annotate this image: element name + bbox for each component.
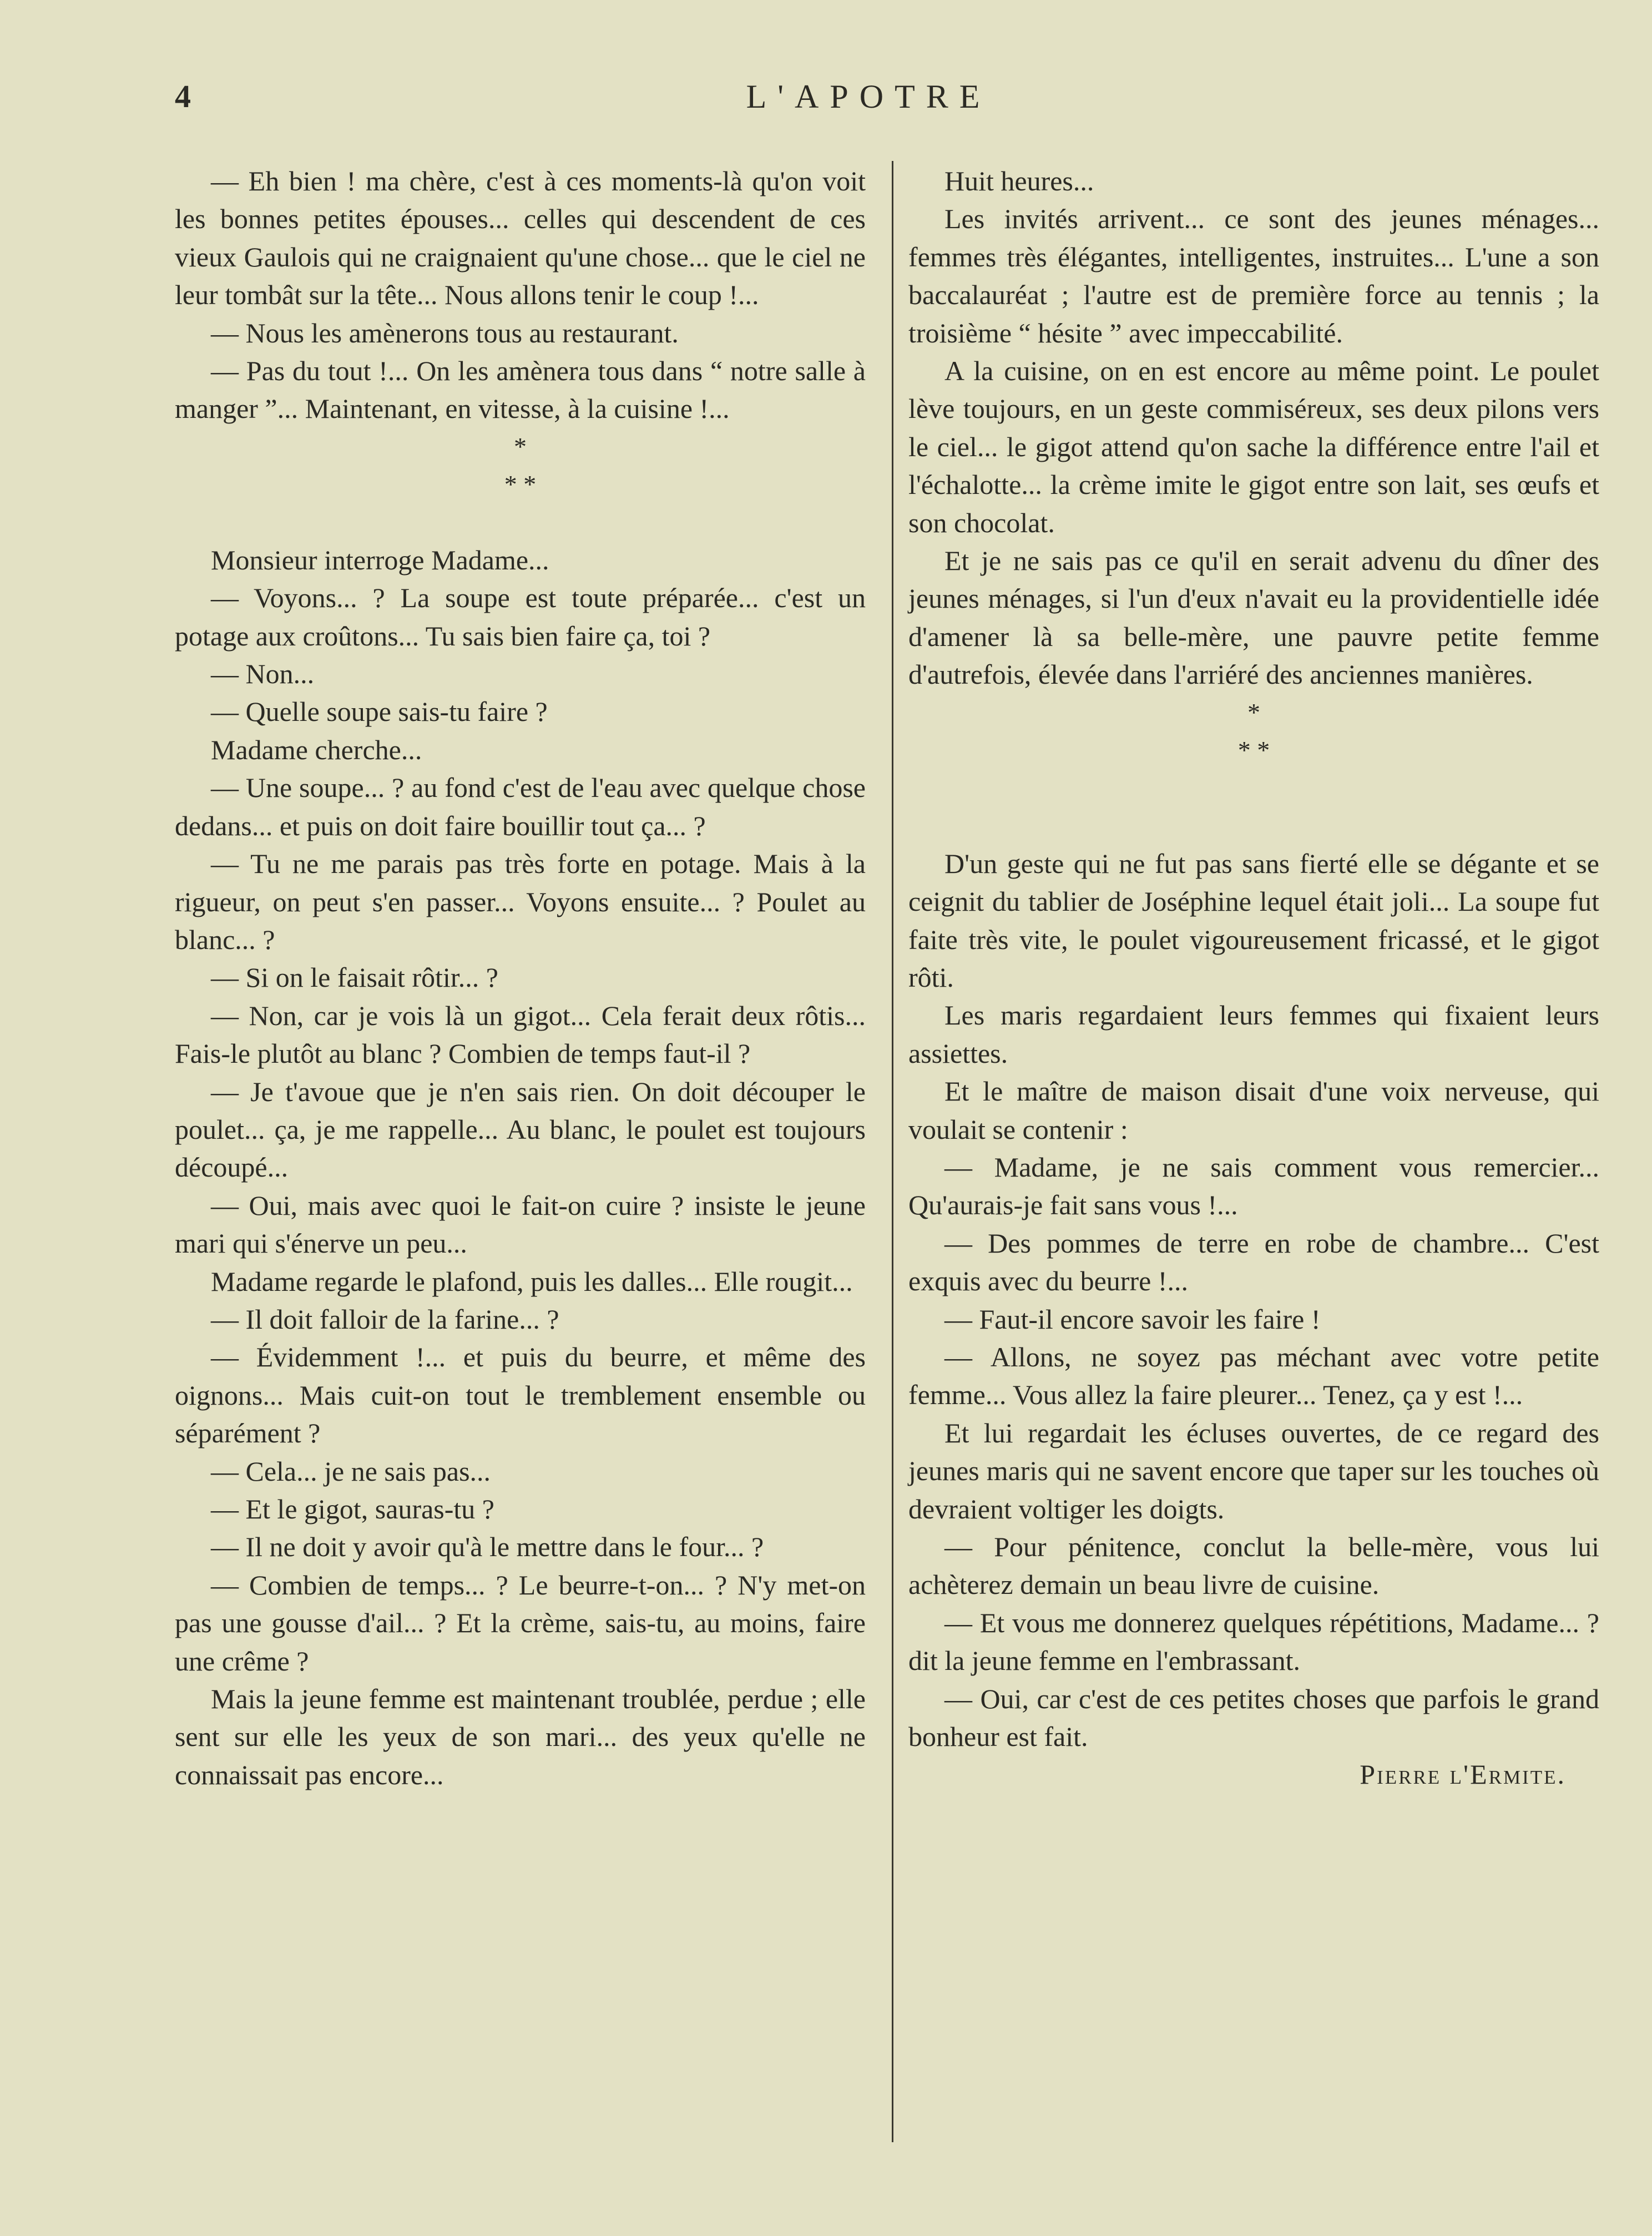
asterism-bottom: * * (504, 470, 537, 498)
paragraph: D'un geste qui ne fut pas sans fierté elle se dégante et se ceignit du tablier de Joséphine lequel était joli... La soupe fut faite très vite, le poulet vigoureusement fricassé, et le gigot rôti. (908, 847, 1599, 993)
paragraph: — Oui, car c'est de ces petites choses que parfois le grand bonheur est fait. (908, 1683, 1599, 1753)
paragraph: — Madame, je ne sais comment vous remercier... Qu'aurais-je fait sans vous !... (908, 1151, 1599, 1221)
paragraph: — Non, car je vois là un gigot... Cela ferait deux rôtis... Fais-le plutôt au blanc ? Combien de temps faut-il ? (175, 1000, 866, 1069)
paragraph: Huit heures... (944, 165, 1094, 196)
paragraph: — Non... (211, 658, 315, 690)
paragraph: — Tu ne me parais pas très forte en potage. Mais à la rigueur, on peut s'en passer... Voyons ensuite... ? Poulet au blanc... ? (175, 848, 866, 955)
paragraph: Madame cherche... (211, 734, 422, 765)
asterism-bottom: * * (1237, 735, 1270, 764)
paragraph: — Quelle soupe sais-tu faire ? (211, 696, 548, 728)
paragraph: — Et le gigot, sauras-tu ? (211, 1493, 494, 1525)
right-asterism (908, 694, 1599, 769)
paragraph: — Je t'avoue que je n'en sais rien. On doit découper le poulet... ça, je me rappelle... Au blanc, le poulet est toujours découpé... (175, 1076, 866, 1183)
page-header (175, 78, 1562, 128)
paragraph: Et je ne sais pas ce qu'il en serait advenu du dîner des jeunes ménages, si l'un d'eux n'avait eu la providentielle idée d'amener là sa belle-mère, une pauvre petite femme d'autrefois, élevée dans l'arriéré des anciennes manières. (908, 545, 1599, 690)
paragraph: — Pour pénitence, conclut la belle-mère, vous lui achèterez demain un beau livre de cuisine. (908, 1531, 1599, 1601)
paragraph: A la cuisine, on en est encore au même point. Le poulet lève toujours, en un geste commiséreux, ses deux pilons vers le ciel... le gigot attend qu'on sache la différence entre l'ail et l'échalotte... la crème imite le gigot entre son lait, ses œufs et son chocolat. (908, 355, 1599, 538)
paragraph: — Eh bien ! ma chère, c'est à ces moments-là qu'on voit les bonnes petites épouses... celles qui descendent de ces vieux Gaulois qui ne craignaient qu'une chose... que le ciel ne leur tombât sur la tête... Nous allons tenir le coup !... (175, 165, 866, 311)
author-signature: Pierre l'Ermite. (1360, 1759, 1566, 1790)
right-column-section-2 (908, 845, 1599, 1756)
paragraph: Monsieur interroge Madame... (211, 544, 549, 576)
left-column (175, 162, 866, 1794)
paragraph: — Évidemment !... et puis du beurre, et même des oignons... Mais cuit-on tout le tremblement ensemble ou séparément ? (175, 1341, 866, 1449)
paragraph: — Faut-il encore savoir les faire ! (944, 1303, 1321, 1335)
paragraph: — Et vous me donnerez quelques répétitions, Madame... ? dit la jeune femme en l'embrassant. (908, 1607, 1599, 1677)
paragraph: Les invités arrivent... ce sont des jeunes ménages... femmes très élégantes, intelligentes, instruites... L'une a son baccalauréat ; l'autre est de première force au tennis ; la troisième “ hésite ” avec impeccabilité. (908, 203, 1599, 349)
column-divider (892, 161, 893, 2142)
left-column-section-1 (175, 162, 866, 428)
paragraph: — Combien de temps... ? Le beurre-t-on... ? N'y met-on pas une gousse d'ail... ? Et la crème, sais-tu, au moins, faire une crême ? (175, 1569, 866, 1677)
paragraph: Et le maître de maison disait d'une voix nerveuse, qui voulait se contenir : (908, 1076, 1599, 1145)
paragraph: — Cela... je ne sais pas... (211, 1455, 491, 1487)
paragraph: — Allons, ne soyez pas méchant avec votre petite femme... Vous allez la faire pleurer... Tenez, ça y est !... (908, 1341, 1599, 1411)
paragraph: — Il ne doit y avoir qu'à le mettre dans le four... ? (211, 1531, 764, 1563)
paragraph: — Oui, mais avec quoi le fait-on cuire ? insiste le jeune mari qui s'énerve un peu... (175, 1189, 866, 1259)
paragraph: Madame regarde le plafond, puis les dalles... Elle rougit... (211, 1265, 853, 1297)
left-asterism (175, 428, 866, 503)
asterism-top: * (1247, 698, 1260, 726)
asterism-top: * (514, 432, 527, 461)
paragraph: — Voyons... ? La soupe est toute préparée... c'est un potage aux croûtons... Tu sais bien faire ça, toi ? (175, 582, 866, 652)
left-column-section-2 (175, 541, 866, 1794)
paragraph: — Pas du tout !... On les amènera tous dans “ notre salle à manger ”... Maintenant, en vitesse, à la cuisine !... (175, 355, 866, 425)
page-number: 4 (175, 78, 191, 114)
paragraph: — Une soupe... ? au fond c'est de l'eau avec quelque chose dedans... et puis on doit faire bouillir tout ça... ? (175, 772, 866, 841)
right-column (908, 162, 1599, 1794)
paragraph: — Nous les amènerons tous au restaurant. (211, 317, 679, 349)
paragraph: — Il doit falloir de la farine... ? (211, 1303, 559, 1335)
paragraph: — Des pommes de terre en robe de chambre... C'est exquis avec du beurre !... (908, 1227, 1599, 1297)
paragraph: — Si on le faisait rôtir... ? (211, 962, 498, 993)
paragraph: Les maris regardaient leurs femmes qui fixaient leurs assiettes. (908, 1000, 1599, 1069)
paragraph: Mais la jeune femme est maintenant troublée, perdue ; elle sent sur elle les yeux de son mari... des yeux qu'elle ne connaissait pas encore... (175, 1683, 866, 1790)
paragraph: Et lui regardait les écluses ouvertes, de ce regard des jeunes maris qui ne savent encore que taper sur les touches où devraient voltiger les doigts. (908, 1417, 1599, 1525)
right-column-section-1 (908, 162, 1599, 694)
running-title: L'APOTRE (746, 78, 991, 115)
